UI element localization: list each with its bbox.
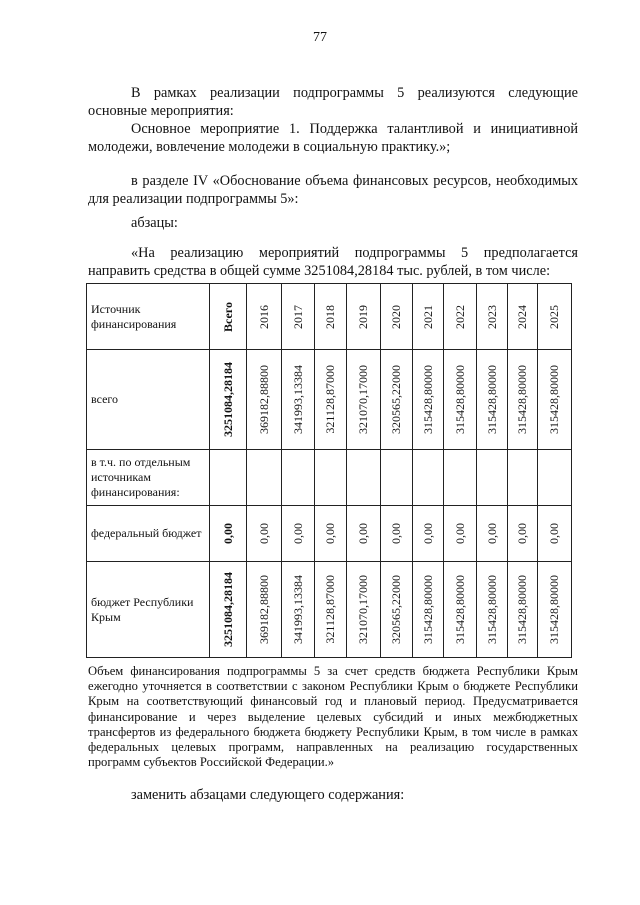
cell-value: 315428,80000 bbox=[420, 575, 435, 644]
table-row-crimea bbox=[87, 562, 572, 658]
table-cell bbox=[282, 562, 315, 658]
table-cell bbox=[247, 450, 282, 506]
table-cell bbox=[247, 350, 282, 450]
paragraph-measures-intro: В рамках реализации подпрограммы 5 реализуются следующие основные мероприятия: bbox=[88, 85, 578, 119]
table-row-by-source bbox=[87, 450, 572, 506]
table-header-row bbox=[87, 284, 572, 350]
table-cell bbox=[413, 350, 444, 450]
header-col-2017 bbox=[282, 284, 315, 350]
header-col-2025 bbox=[538, 284, 572, 350]
header-col-label: 2023 bbox=[484, 304, 499, 329]
table-cell bbox=[381, 562, 413, 658]
header-col-label: 2022 bbox=[452, 304, 467, 329]
paragraph-total-funding: «На реализацию мероприятий подпрограммы 5 предполагается направить средства в общей сумме 3251084,28184 тыс. рублей, в том числе: bbox=[88, 245, 578, 279]
table-cell bbox=[210, 450, 247, 506]
header-col-2023 bbox=[477, 284, 508, 350]
cell-value: 315428,80000 bbox=[484, 575, 499, 644]
table-cell bbox=[381, 450, 413, 506]
table-row-total bbox=[87, 350, 572, 450]
header-col-label: 2019 bbox=[356, 304, 370, 329]
table-cell bbox=[508, 350, 538, 450]
cell-value: 315428,80000 bbox=[515, 575, 529, 644]
table-cell bbox=[315, 506, 347, 562]
table-cell bbox=[381, 506, 413, 562]
table-cell bbox=[413, 450, 444, 506]
table-cell bbox=[315, 450, 347, 506]
cell-value: 315428,80000 bbox=[515, 365, 529, 434]
cell-value: 321128,87000 bbox=[323, 575, 337, 644]
table-cell bbox=[444, 562, 477, 658]
cell-value: 369182,88800 bbox=[256, 575, 271, 644]
cell-value: 0,00 bbox=[220, 523, 235, 544]
table-cell bbox=[315, 562, 347, 658]
table-cell bbox=[477, 450, 508, 506]
cell-value: 341993,13384 bbox=[290, 575, 305, 644]
table-cell bbox=[538, 506, 572, 562]
cell-value: 0,00 bbox=[452, 523, 467, 544]
table-cell bbox=[247, 562, 282, 658]
header-col-2018 bbox=[315, 284, 347, 350]
header-col-2024 bbox=[508, 284, 538, 350]
table-cell bbox=[210, 562, 247, 658]
header-col-2022 bbox=[444, 284, 477, 350]
table-cell bbox=[444, 450, 477, 506]
header-col-label: 2020 bbox=[389, 304, 403, 329]
cell-value: 0,00 bbox=[356, 523, 370, 544]
cell-value: 3251084,28184 bbox=[220, 362, 235, 437]
cell-value: 321128,87000 bbox=[323, 365, 337, 434]
cell-value: 315428,80000 bbox=[484, 365, 499, 434]
table-cell bbox=[413, 562, 444, 658]
cell-value: 315428,80000 bbox=[547, 365, 561, 434]
cell-value: 315428,80000 bbox=[420, 365, 435, 434]
table-cell bbox=[538, 562, 572, 658]
financing-table bbox=[86, 283, 572, 658]
cell-value: 0,00 bbox=[547, 523, 561, 544]
header-col-label: 2017 bbox=[290, 304, 305, 329]
table-cell bbox=[444, 506, 477, 562]
header-col-2016 bbox=[247, 284, 282, 350]
cell-value: 341993,13384 bbox=[290, 365, 305, 434]
table-cell bbox=[381, 350, 413, 450]
header-col-label: 2024 bbox=[515, 304, 529, 329]
cell-value: 3251084,28184 bbox=[220, 572, 235, 647]
cell-value: 320565,22000 bbox=[389, 365, 403, 434]
table-cell bbox=[210, 506, 247, 562]
table-cell bbox=[282, 506, 315, 562]
header-col-2019 bbox=[347, 284, 381, 350]
cell-value: 0,00 bbox=[484, 523, 499, 544]
cell-value: 369182,88800 bbox=[256, 365, 271, 434]
table-cell bbox=[347, 450, 381, 506]
header-col-2020 bbox=[381, 284, 413, 350]
cell-value: 315428,80000 bbox=[452, 365, 467, 434]
table-cell bbox=[247, 506, 282, 562]
table-cell bbox=[347, 506, 381, 562]
header-col-label: Всего bbox=[220, 301, 235, 332]
funding-note: Объем финансирования подпрограммы 5 за счет средств бюджета Республики Крым ежегодно уточняется в соответствии с законом Республики Крым о бюджете Республики Крым на соответствующий финансовый год и плановый период. Предусматривается финансирование и через выделение целевых субсидий и иных межбюджетных трансфертов из федерального бюджета бюджету Республики Крым, в том числе в рамках федеральных целевых программ, направленных на реализацию государственных программ субъектов Российской Федерации.» bbox=[88, 664, 578, 770]
row-label-total: всего bbox=[87, 350, 210, 450]
cell-value: 0,00 bbox=[323, 523, 337, 544]
table-cell bbox=[538, 450, 572, 506]
table-cell bbox=[413, 506, 444, 562]
table-cell bbox=[315, 350, 347, 450]
cell-value: 0,00 bbox=[256, 523, 271, 544]
cell-value: 0,00 bbox=[389, 523, 403, 544]
cell-value: 321070,17000 bbox=[356, 365, 370, 434]
table-cell bbox=[477, 350, 508, 450]
paragraph-replace: заменить абзацами следующего содержания: bbox=[131, 787, 405, 803]
header-col-label: 2018 bbox=[323, 304, 337, 329]
header-col-total bbox=[210, 284, 247, 350]
table-cell bbox=[444, 350, 477, 450]
table-cell bbox=[210, 350, 247, 450]
table-cell bbox=[538, 350, 572, 450]
header-col-label: 2016 bbox=[256, 304, 271, 329]
cell-value: 321070,17000 bbox=[356, 575, 370, 644]
table-cell bbox=[282, 450, 315, 506]
header-col-label: 2025 bbox=[547, 304, 561, 329]
table-row-federal bbox=[87, 506, 572, 562]
table-cell bbox=[477, 506, 508, 562]
cell-value: 0,00 bbox=[515, 523, 529, 544]
header-source-cell: Источник финансирования bbox=[87, 284, 210, 350]
table-cell bbox=[508, 450, 538, 506]
header-col-2021 bbox=[413, 284, 444, 350]
table-cell bbox=[477, 562, 508, 658]
cell-value: 315428,80000 bbox=[452, 575, 467, 644]
row-label-crimea: бюджет Республики Крым bbox=[87, 562, 210, 658]
paragraph-main-measure: Основное мероприятие 1. Поддержка талантливой и инициативной молодежи, вовлечение молодежи в социальную практику.»; bbox=[88, 121, 578, 155]
page-number: 77 bbox=[313, 30, 327, 45]
header-col-label: 2021 bbox=[420, 304, 435, 329]
cell-value: 0,00 bbox=[290, 523, 305, 544]
row-label-by-source: в т.ч. по отдельным источникам финансирования: bbox=[87, 450, 210, 506]
table-cell bbox=[282, 350, 315, 450]
cell-value: 320565,22000 bbox=[389, 575, 403, 644]
row-label-federal: федеральный бюджет bbox=[87, 506, 210, 562]
table-cell bbox=[347, 562, 381, 658]
paragraph-abzatsy: абзацы: bbox=[131, 215, 178, 231]
table-cell bbox=[508, 562, 538, 658]
paragraph-section-iv: в разделе IV «Обоснование объема финансовых ресурсов, необходимых для реализации подпрограммы 5»: bbox=[88, 173, 578, 207]
table-cell bbox=[347, 350, 381, 450]
cell-value: 315428,80000 bbox=[547, 575, 561, 644]
table-cell bbox=[508, 506, 538, 562]
cell-value: 0,00 bbox=[420, 523, 435, 544]
